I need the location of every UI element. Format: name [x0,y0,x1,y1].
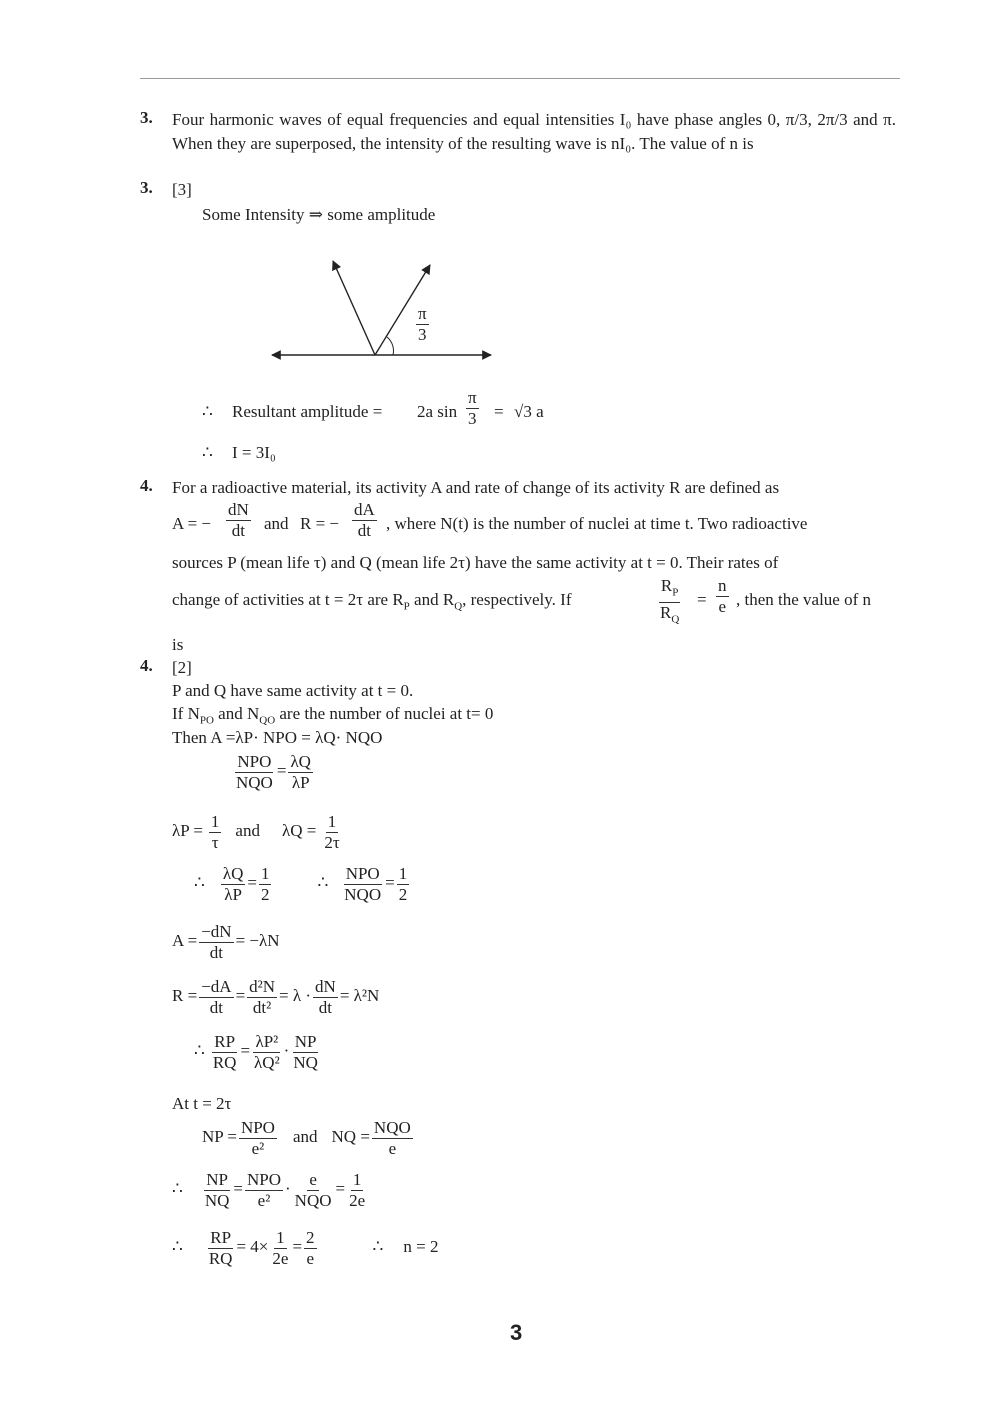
angle-label: $\frac{\pi}{3}$ [418,304,427,344]
rate-def-lhs: R = − [300,514,340,533]
solution-line: Then A =λP· NPO = λQ· NQO [172,728,383,747]
page-number: 3 [510,1320,523,1345]
activity-fraction: $\frac{dN}{dt}$ [228,500,249,540]
solution-line: P and Q have same activity at t = 0. [172,681,414,700]
resultant-fraction: $\frac{\pi}{3}$ [468,388,477,428]
activity-def-lhs: A = − [172,514,212,533]
question-number: 4. [140,476,153,495]
phasor-diagram [265,255,500,365]
and-word: and [264,514,289,533]
equals-sign: = [494,402,504,421]
answer-key: [3] [172,180,192,199]
resultant-value: √3 a [514,402,544,421]
question-4-line1: For a radioactive material, its activity A and rate of change of its activity R are defined as [172,478,780,497]
final-answer: n = 2 [403,1237,439,1257]
resultant-label: Resultant amplitude = [232,402,383,421]
answer-key: [2] [172,658,192,677]
question-4-line2: , where N(t) is the number of nuclei at time t. Two radioactive [386,514,808,533]
question-3-text: Four harmonic waves of equal frequencies and equal intensities I₀ have phase angles 0, π/3, 2π/3 and π. When they are superposed, the intensity of the resulting wave is nI₀. The value of n is [172,110,896,153]
equation-row: A = $\frac{-dN}{dt}$ = −λN [172,922,280,962]
equals-sign: = [697,590,707,609]
solution-line: At t = 2τ [172,1094,232,1113]
question-number: 3. [140,108,153,127]
answer-number: 3. [140,178,153,197]
question-4-line4: change of activities at t = 2τ are $R_P$ and $R_Q$, respectively. If [172,590,572,613]
equation-row: ∴ $\frac{RP}{RQ}$ = 4× $\frac{1}{2e}$ = $\frac{2}{e}$ ∴ n = 2 [172,1228,439,1268]
therefore-symbol: ∴ [202,443,213,462]
equation-row: ∴ $\frac{\lambda Q}{\lambda P}$ = $\frac{1}{2}$ ∴ $\frac{\text{NPO}}{\text{NQO}}$ = $\frac{1}{2}$ [194,864,408,904]
equation-row: λP = $\frac{1}{\tau}$ and λQ = $\frac{1}{2\tau}$ [172,812,340,852]
rate-ratio-fraction: $\frac{R_P}{R_Q}$ [660,576,680,626]
header-rule [140,78,900,79]
n-over-e-fraction: $\frac{n}{e}$ [718,576,727,616]
answer-number: 4. [140,656,153,675]
therefore-symbol: ∴ [202,402,213,421]
equation-row: NP = $\frac{\text{NPO}}{\text{e²}}$ and NQ = $\frac{\text{NQO}}{e}$ [202,1118,411,1158]
solution-line: If $N_{PO}$ and $N_{QO}$ are the number of nuclei at t= 0 [172,704,494,727]
intensity-line: I = 3I₀ [232,443,276,462]
equation-row: $\frac{\text{NPO}}{\text{NQO}}$ = $\frac{\lambda Q}{\lambda P}$ [236,752,311,792]
equation-row: ∴ $\frac{RP}{RQ}$ = $\frac{\text{λP²}}{\text{λQ²}}$ · $\frac{NP}{NQ}$ [194,1032,318,1072]
equation-row: ∴ $\frac{NP}{NQ}$ = $\frac{\text{NPO}}{\text{e²}}$ · $\frac{e}{\text{NQO}}$ = $\frac{1}{2e}$ [172,1170,366,1210]
question-4-line3: sources P (mean life τ) and Q (mean life 2τ) have the same activity at t = 0. Their rates of [172,553,779,572]
question-4-line4-end: , then the value of n [736,590,872,609]
solution-line: Some Intensity ⇒ some amplitude [202,205,436,224]
rate-fraction: $\frac{dA}{dt}$ [354,500,375,540]
equation-row: R = $\frac{-dA}{dt}$ = $\frac{\text{d²N}}{\text{dt²}}$ = λ · $\frac{dN}{dt}$ = λ²N [172,977,380,1017]
question-4-line5: is [172,635,184,654]
resultant-expression: 2a sin [417,402,458,421]
